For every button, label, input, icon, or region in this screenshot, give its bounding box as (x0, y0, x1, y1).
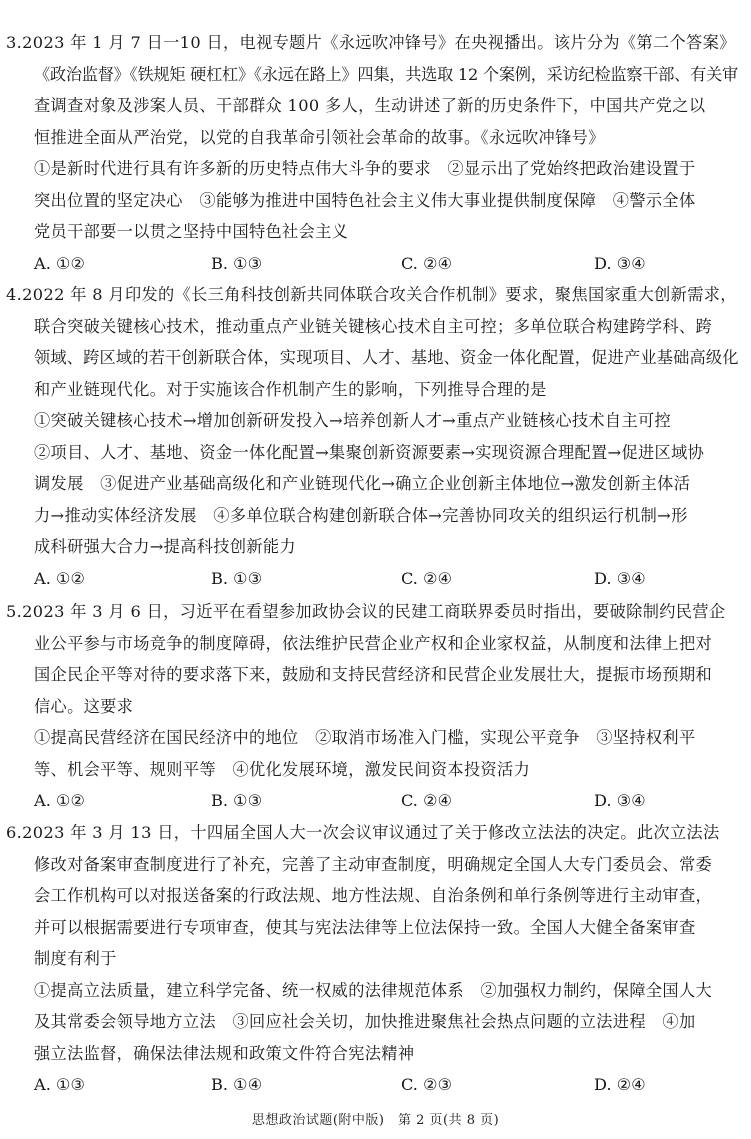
question-3-option-d[interactable]: D. ③④ (594, 253, 646, 273)
question-3-line-7: 党员干部要一以贯之坚持中国特色社会主义 (34, 222, 349, 241)
question-6-option-a[interactable]: A. ①③ (34, 1075, 86, 1094)
question-3-option-a[interactable]: A. ①② (34, 253, 86, 273)
question-5-line-2: 业公平参与市场竞争的制度障碍，依法维护民营企业产权和企业家权益，从制度和法律上把对 (34, 633, 713, 653)
question-6-option-d[interactable]: D. ②④ (594, 1075, 646, 1094)
question-3-options (6, 248, 742, 280)
question-5-line-6: 等、机会平等、规则平等 ④优化发展环境，激发民间资本投资活力 (34, 759, 531, 779)
question-6-line-2: 修改对备案审查制度进行了补充，完善了主动审查制度，明确规定全国人大专门委员会、常委 (34, 854, 713, 874)
question-6 (6, 817, 742, 1101)
question-5 (6, 596, 742, 817)
question-5-option-c[interactable]: C. ②④ (401, 791, 453, 810)
question-4-option-d[interactable]: D. ③④ (594, 568, 646, 588)
question-6-line-7: 及其常委会领导地方立法 ③回应社会关切，加快推进聚焦社会热点问题的立法进程 ④加 (34, 1012, 696, 1031)
question-3-option-c[interactable]: C. ②④ (401, 253, 453, 273)
question-6-option-c[interactable]: C. ②③ (401, 1075, 453, 1094)
question-4 (6, 279, 742, 594)
question-6-option-b[interactable]: B. ①④ (211, 1075, 263, 1094)
question-6-line-3: 会工作机构可以对报送备案的行政法规、地方性法规、自治条例和单行条例等进行主动审查， (34, 886, 713, 905)
question-4-option-b[interactable]: B. ①③ (211, 568, 263, 588)
question-3-line-2: 《政治监督》《铁规矩 硬杠杠》《永远在路上》四集，共选取 12 个案例，采访纪检监察干部、有关审 (34, 64, 738, 84)
question-4-line-1: 4.2022 年 8 月印发的《长三角科技创新共同体联合攻关合作机制》要求，聚焦国家重大创新需求， (6, 285, 737, 304)
question-5-line-1: 5.2023 年 3 月 6 日，习近平在看望参加政协会议的民建工商联界委员时指出，要破除制约民营企 (6, 602, 726, 621)
question-4-option-a[interactable]: A. ①② (34, 568, 86, 588)
question-3-line-5: ①是新时代进行具有许多新的历史特点伟大斗争的要求 ②显示出了党始终把政治建设置于 (34, 159, 696, 178)
question-6-options (6, 1069, 742, 1101)
question-4-line-2: 联合突破关键核心技术，推动重点产业链关键核心技术自主可控；多单位联合构建跨学科、跨 (34, 316, 713, 336)
question-5-option-d[interactable]: D. ③④ (594, 791, 646, 810)
question-4-line-3: 领域、跨区域的若干创新联合体，实现项目、人才、基地、资金一体化配置，促进产业基础高级化 (34, 348, 739, 367)
question-3-line-3: 查调查对象及涉案人员、干部群众 100 多人，生动讲述了新的历史条件下，中国共产党之以 (34, 96, 706, 115)
question-5-line-4: 信心。这要求 (34, 696, 134, 716)
page-footer: 思想政治试题(附中版) 第 2 页(共 8 页) (251, 1113, 500, 1128)
question-4-line-9: 成科研强大合力→提高科技创新能力 (34, 537, 296, 556)
question-4-line-5: ①突破关键核心技术→增加创新研发投入→培养创新人才→重点产业链核心技术自主可控 (34, 411, 672, 430)
question-3-line-1: 3.2023 年 1 月 7 日一10 日，电视专题片《永远吹冲锋号》在央视播出。该片分为《第二个答案》 (6, 33, 736, 52)
question-3-option-b[interactable]: B. ①③ (211, 253, 263, 273)
question-5-line-5: ①提高民营经济在国民经济中的地位 ②取消市场准入门槛，实现公平竞争 ③坚持权利平 (34, 728, 696, 747)
question-4-line-6: ②项目、人才、基地、资金一体化配置→集聚创新资源要素→实现资源合理配置→促进区域协 (34, 442, 705, 462)
question-6-line-6: ①提高立法质量，建立科学完备、统一权威的法律规范体系 ②加强权力制约，保障全国人大 (34, 980, 713, 1000)
question-5-option-a[interactable]: A. ①② (34, 791, 86, 810)
question-6-line-8: 强立法监督，确保法律法规和政策文件符合宪法精神 (34, 1043, 415, 1063)
question-4-line-4: 和产业链现代化。对于实施该合作机制产生的影响，下列推导合理的是 (34, 379, 547, 399)
question-6-line-1: 6.2023 年 3 月 13 日，十四届全国人大一次会议审议通过了关于修改立法法的决定。此次立法法 (6, 823, 720, 842)
question-3 (6, 27, 742, 279)
question-4-line-8: 力→推动实体经济发展 ④多单位联合构建创新联合体→完善协同攻关的组织运行机制→形 (34, 505, 688, 525)
question-5-option-b[interactable]: B. ①③ (211, 791, 263, 810)
question-3-line-6: 突出位置的坚定决心 ③能够为推进中国特色社会主义伟大事业提供制度保障 ④警示全体 (34, 190, 696, 210)
question-3-line-4: 恒推进全面从严治党，以党的自我革命引领社会革命的故事。《永远吹冲锋号》 (34, 127, 605, 147)
question-5-line-3: 国企民企平等对待的要求落下来，鼓励和支持民营经济和民营企业发展壮大，提振市场预期和 (34, 665, 713, 684)
question-6-line-4: 并可以根据需要进行专项审查，使其与宪法法律等上位法保持一致。全国人大健全备案审查 (34, 917, 696, 937)
question-4-line-7: 调发展 ③促进产业基础高级化和产业链现代化→确立企业创新主体地位→激发创新主体活 (34, 474, 691, 493)
question-4-option-c[interactable]: C. ②④ (401, 568, 453, 588)
question-6-line-5: 制度有利于 (34, 949, 117, 968)
question-4-options (6, 563, 742, 595)
question-5-options (6, 785, 742, 817)
